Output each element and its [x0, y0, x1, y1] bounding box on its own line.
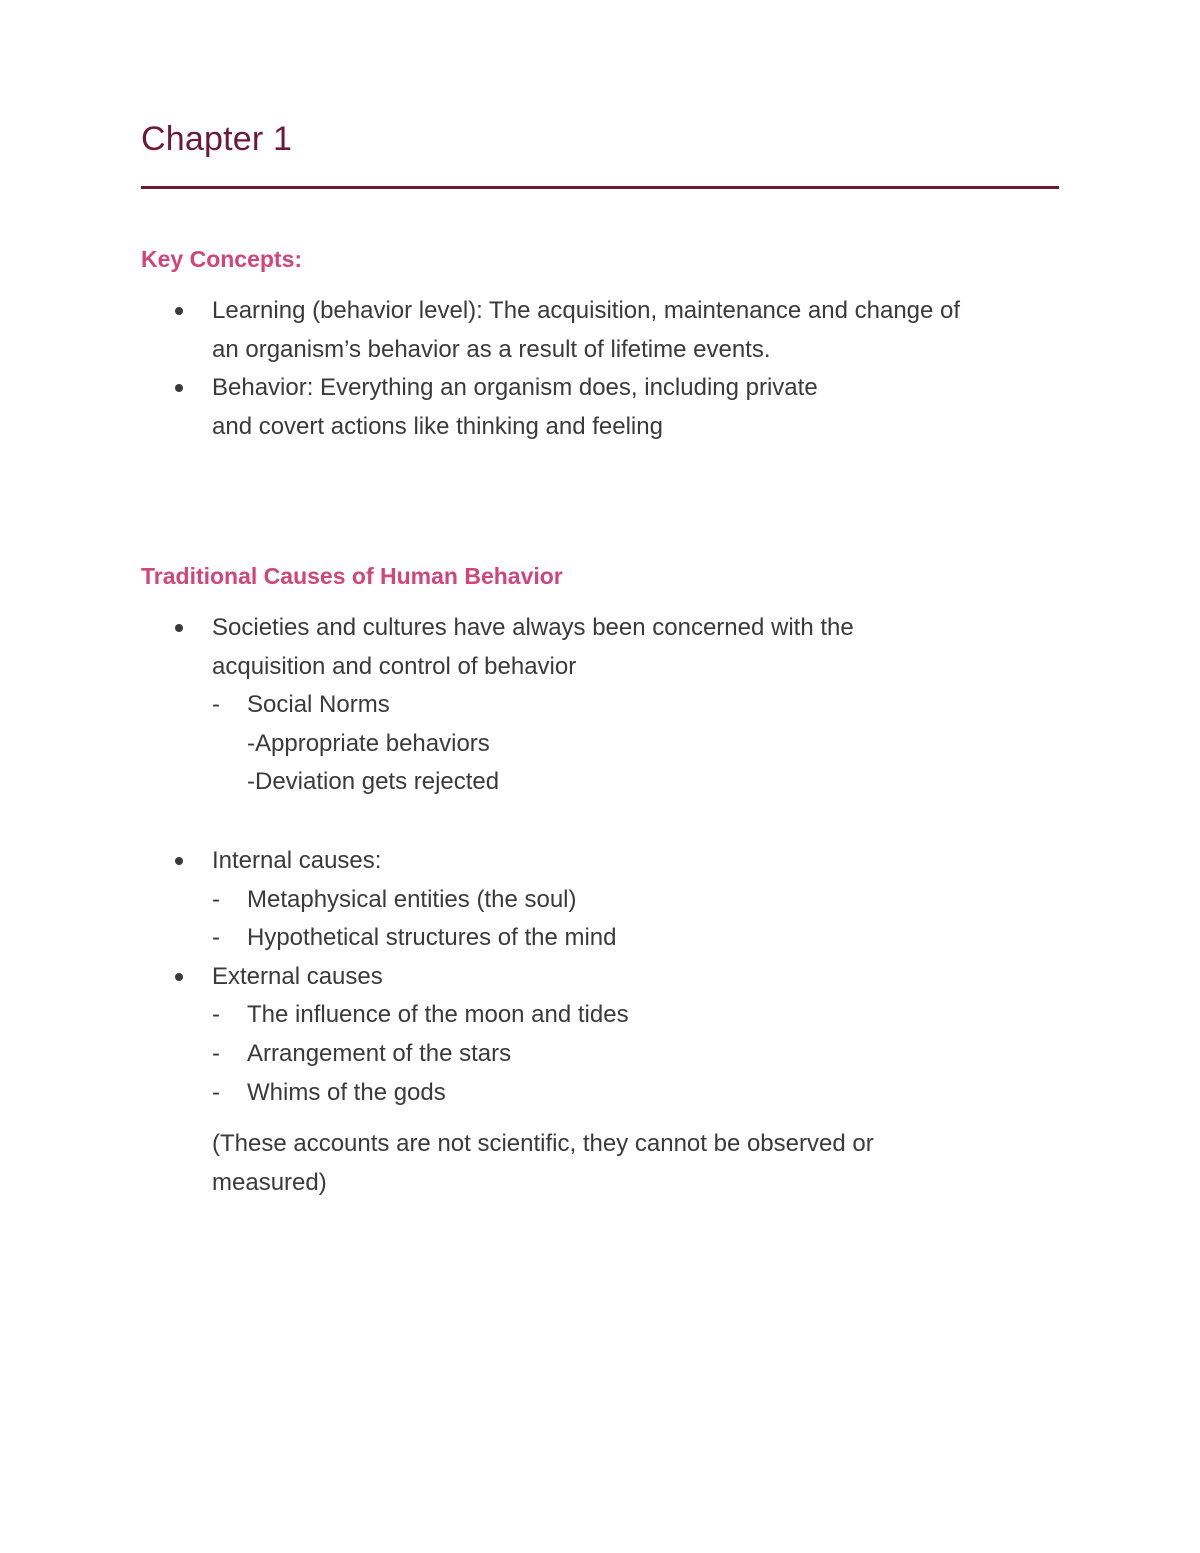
- metaphysical-text: Metaphysical entities (the soul): [247, 885, 577, 913]
- bullet-icon: [175, 384, 183, 392]
- sub-item-moon-tides: [141, 996, 1059, 1035]
- key-concepts-list: [141, 292, 1059, 446]
- list-item-internal: [141, 842, 1059, 881]
- external-causes-label: External causes: [212, 962, 383, 990]
- dash-marker: -: [212, 885, 220, 913]
- list-item-behavior: [141, 369, 1059, 446]
- sub-item-stars: [141, 1035, 1059, 1074]
- bullet-icon: [175, 624, 183, 632]
- list-item-societies: [141, 609, 1059, 686]
- chapter-title: Chapter 1: [141, 120, 293, 158]
- dash-marker: -: [212, 924, 220, 952]
- dash-marker: -: [212, 691, 220, 719]
- bullet-icon: [175, 973, 183, 981]
- sub-item-gods: [141, 1074, 1059, 1113]
- causes-list: [141, 842, 1059, 1112]
- list-item-external: [141, 958, 1059, 997]
- key-concepts-heading: Key Concepts:: [141, 246, 303, 272]
- societies-line-2: acquisition and control of behavior: [212, 652, 577, 680]
- sub-item-social-norms: [141, 686, 1059, 725]
- dash-marker: -: [212, 1078, 220, 1106]
- social-norms-text: Social Norms: [247, 691, 390, 719]
- hypothetical-text: Hypothetical structures of the mind: [247, 924, 617, 952]
- behavior-line-2: and covert actions like thinking and feeling: [212, 412, 663, 440]
- sub-item-metaphysical: [141, 881, 1059, 920]
- sub-item-hypothetical: [141, 919, 1059, 958]
- bullet-icon: [175, 857, 183, 865]
- appropriate-behaviors-text: -Appropriate behaviors: [247, 729, 490, 757]
- dash-marker: -: [212, 1001, 220, 1029]
- learning-line-2: an organism’s behavior as a result of lifetime events.: [212, 335, 771, 363]
- learning-line-1: Learning (behavior level): The acquisition, maintenance and change of: [212, 297, 961, 324]
- scientific-note: [141, 1125, 1059, 1202]
- internal-causes-label: Internal causes:: [212, 847, 382, 874]
- title-divider: [141, 186, 1059, 189]
- gods-text: Whims of the gods: [247, 1078, 446, 1106]
- stars-text: Arrangement of the stars: [247, 1039, 512, 1067]
- bullet-icon: [175, 307, 183, 315]
- behavior-line-1: Behavior: Everything an organism does, including private: [212, 374, 818, 402]
- moon-tides-text: The influence of the moon and tides: [247, 1001, 629, 1029]
- traditional-causes-heading: Traditional Causes of Human Behavior: [141, 563, 563, 589]
- dash-marker: -: [212, 1039, 220, 1067]
- note-line-1: (These accounts are not scientific, they cannot be observed or: [212, 1130, 874, 1157]
- traditional-causes-list: [141, 609, 1059, 802]
- list-item-learning: [141, 292, 1059, 369]
- deviation-rejected-text: -Deviation gets rejected: [247, 768, 500, 796]
- note-line-2: measured): [212, 1168, 327, 1196]
- societies-line-1: Societies and cultures have always been concerned with the: [212, 614, 854, 641]
